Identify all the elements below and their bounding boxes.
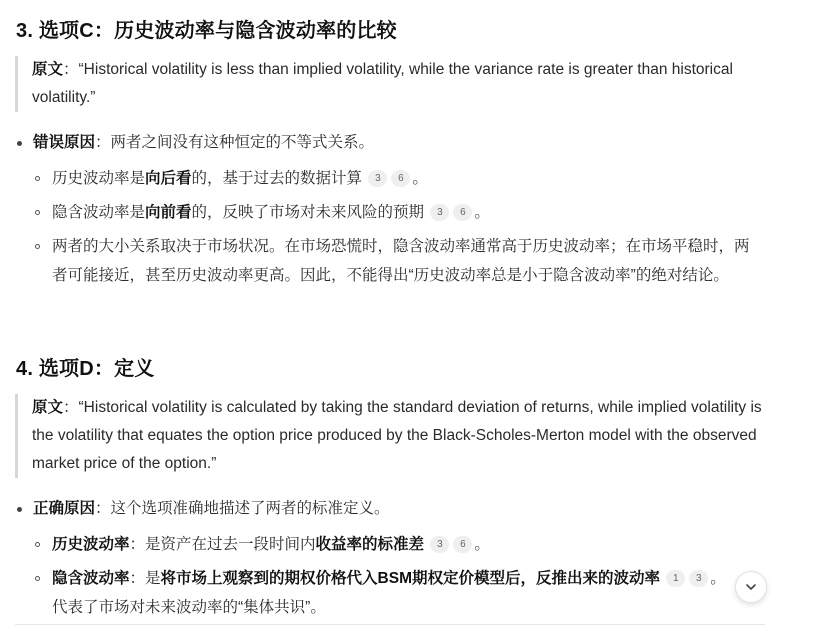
scroll-to-bottom-button[interactable] <box>735 571 767 603</box>
section-c-sub2: 隐含波动率是向前看的，反映了市场对未来风险的预期 3 6 。 <box>52 204 490 221</box>
citation-badge[interactable]: 6 <box>453 536 472 553</box>
section-d-sub1: 历史波动率：是资产在过去一段时间内收益率的标准差 3 6 。 <box>52 536 490 553</box>
section-d-heading: 4. 选项D：定义 <box>16 358 155 380</box>
section-d-sub2: 隐含波动率：是将市场上观察到的期权价格代入BSM期权定价模型后，反推出来的波动率 1 3 。 代表了市场对未来波动率的“集体共识”。 <box>52 570 726 616</box>
quote-label: 原文 <box>32 399 64 416</box>
sub-bullet-ring <box>35 210 40 215</box>
citation-badge[interactable]: 3 <box>430 204 449 221</box>
section-d-reason <box>33 495 390 523</box>
sub-bullet-ring <box>35 176 40 181</box>
sub-bullet-ring <box>35 576 40 581</box>
sub-bullet-ring <box>35 244 40 249</box>
section-c-reason <box>33 129 374 157</box>
quote-text: ：“Historical volatility is calculated by taking the standard deviation of returns, while implied volatility is the volatility that equates the option price produced by the Black-Scholes-Merton model with the observed market price of the option.” <box>32 399 762 472</box>
section-d-quote <box>15 394 777 478</box>
bullet-dot <box>17 507 22 512</box>
citation-badge[interactable]: 3 <box>368 170 387 187</box>
citation-badge[interactable]: 3 <box>689 570 708 587</box>
sub-bullet-ring <box>35 542 40 547</box>
reason-text: ：这个选项准确地描述了两者的标准定义。 <box>95 500 390 517</box>
citation-badge[interactable]: 6 <box>453 204 472 221</box>
citation-badge[interactable]: 3 <box>430 536 449 553</box>
reason-text: ：两者之间没有这种恒定的不等式关系。 <box>95 134 375 151</box>
chevron-down-icon <box>744 580 758 594</box>
reason-label: 错误原因 <box>33 134 96 151</box>
reason-label: 正确原因 <box>33 500 96 517</box>
section-c-sub1: 历史波动率是向后看的，基于过去的数据计算 3 6 。 <box>52 170 428 187</box>
section-c-heading: 3. 选项C：历史波动率与隐含波动率的比较 <box>16 20 397 42</box>
section-c-sub3: 两者的大小关系取决于市场状况。在市场恐慌时，隐含波动率通常高于历史波动率；在市场平稳时，两者可能接近，甚至历史波动率更高。因此，不能得出“历史波动率总是小于隐含波动率”的绝对结论。 <box>52 238 750 284</box>
bullet-dot <box>17 141 22 146</box>
section-c-quote <box>15 56 777 112</box>
quote-text: ：“Historical volatility is less than implied volatility, while the variance rate is greater than historical volatility.” <box>32 61 733 106</box>
citation-badge[interactable]: 6 <box>391 170 410 187</box>
divider <box>15 624 765 625</box>
quote-label: 原文 <box>32 61 64 78</box>
citation-badge[interactable]: 1 <box>666 570 685 587</box>
